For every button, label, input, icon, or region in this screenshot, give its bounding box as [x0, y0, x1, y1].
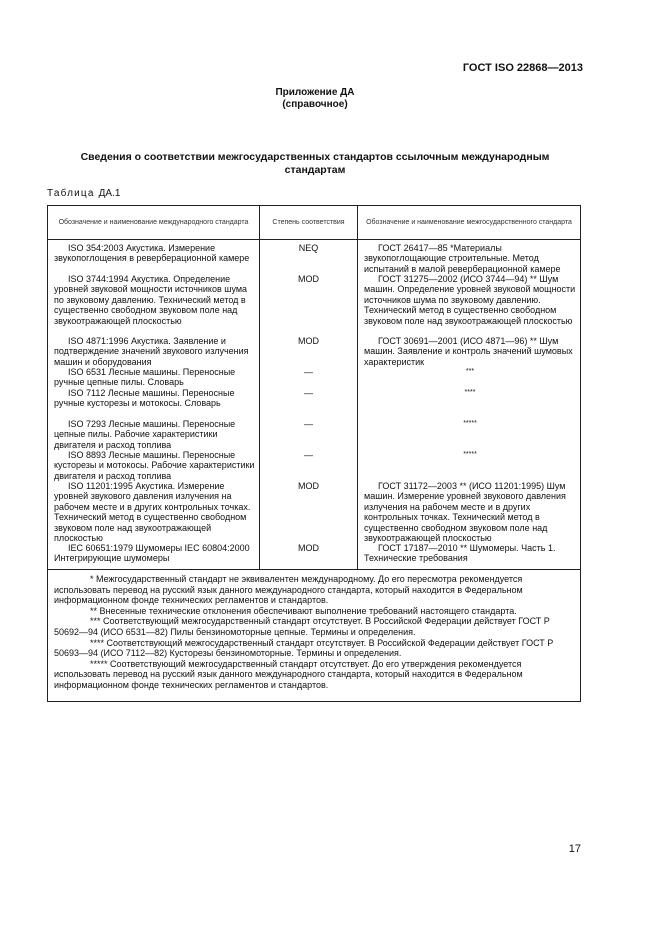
section-heading: Сведения о соответствии межгосударственных стандартов ссылочным международным стандартам: [80, 151, 550, 176]
table-cell-intl: ISO 8893 Лесные машины. Переносные кусторезы и мотокосы. Рабочие характеристики двигателя и расход топлива: [54, 450, 255, 481]
table-cell-intl: ISO 7112 Лесные машины. Переносные ручные кусторезы и мотокосы. Словарь: [54, 388, 235, 409]
standard-code: ГОСТ ISO 22868—2013: [462, 62, 583, 74]
table-footnote-row: [48, 570, 581, 702]
table-cell-degree: —: [304, 367, 313, 377]
table-cell-intl: ISO 354:2003 Акустика. Измерение звукопоглощения в реверберационной камере: [54, 243, 250, 264]
table-cell-intl: ISO 6531 Лесные машины. Переносные ручные цепные пилы. Словарь: [54, 367, 236, 388]
table-number: ДА.1: [98, 188, 121, 199]
annex-block: [0, 87, 630, 111]
annex-subtitle: (справочное): [282, 99, 348, 110]
table-cell-degree: MOD: [298, 543, 319, 553]
table-cell-interstate: ****: [464, 389, 476, 396]
table-cell-interstate: ГОСТ 31275—2002 (ИСО 3744—94) ** Шум машин. Определение уровней звуковой мощности источников шума по звуковому давлению. Технический метод в существенно свободном звуковом поле над звукоотражающей плоскостью: [364, 274, 576, 326]
footnote: *** Соответствующий межгосударственный стандарт отсутствует. В Российской Федерации действует ГОСТ Р 50692—94 (ИСО 6531—82) Пилы бензиномоторные цепные. Термины и определения.: [54, 616, 550, 637]
table-cell-intl: ISO 4871:1996 Акустика. Заявление и подтверждение значений звукового излучения машин и оборудования: [54, 336, 249, 367]
footnote: ** Внесенные технические отклонения обеспечивают выполнение требований настоящего стандарта.: [90, 605, 517, 616]
table-cell-intl: ISO 3744:1994 Акустика. Определение уровней звуковой мощности источников шума по звуковому давлению. Технический метод в существенно свободном звуковом поле над звукоотражающей плоскостью: [54, 274, 248, 326]
table-cell-degree: NEQ: [298, 243, 319, 253]
table-cell-degree: —: [304, 419, 313, 429]
table-cell-degree: —: [304, 388, 313, 398]
table-cell-degree: MOD: [298, 481, 319, 491]
interstate-standards-column: [358, 240, 581, 570]
page-number: 17: [568, 843, 581, 855]
table-cell-degree: MOD: [298, 274, 319, 284]
table-cell-interstate: *****: [463, 420, 477, 427]
column-header-international: Обозначение и наименование международного стандарта: [48, 206, 260, 240]
table-header-row: [48, 206, 581, 240]
table-cell-intl: ISO 7293 Лесные машины. Переносные цепные пилы. Рабочие характеристики двигателя и расход топлива: [54, 419, 236, 450]
table-cell-interstate: ГОСТ 31172—2003 ** (ИСО 11201:1995) Шум машин. Измерение уровней звукового давления излучения на рабочем месте и в других контрольных точках. Технический метод в существенно свободном звуковом поле над звукоотражающей плоскостью: [364, 481, 566, 544]
international-standards-column: [48, 240, 260, 570]
footnote: * Межгосударственный стандарт не эквивалентен международному. До его пересмотра рекомендуется использовать перевод на русский язык данного международного стандарта, который находится в Федеральном информационном фонде технических регламентов и стандартов.: [54, 574, 523, 606]
column-header-interstate: Обозначение и наименование межгосударственного стандарта: [358, 206, 581, 240]
table-cell-interstate: *****: [463, 451, 477, 458]
table-footnotes: [48, 570, 581, 702]
annex-title: Приложение ДА: [275, 87, 355, 98]
table-cell-interstate: ГОСТ 30691—2001 (ИСО 4871—96) ** Шум машин. Заявление и контроль значений шумовых характеристик: [364, 336, 573, 367]
table-cell-intl: ISO 11201:1995 Акустика. Измерение уровней звукового давления излучения на рабочем месте и в других контрольных точках. Технический метод в существенно свободном звуковом поле над звукоотражающей плоскостью: [54, 481, 251, 544]
table-label: Таблица: [47, 188, 95, 199]
degree-column: [260, 240, 358, 570]
footnote: ***** Соответствующий межгосударственный стандарт отсутствует. До его утверждения рекомендуется использовать перевод на русский язык данного международного стандарта, который находится в Федеральном информационном фонде технических регламентов и стандартов.: [54, 658, 523, 690]
footnote: **** Соответствующий межгосударственный стандарт отсутствует. В Российской Федерации действует ГОСТ Р 50693—94 (ИСО 7112—82) Кусторезы бензиномоторные. Термины и определения.: [54, 637, 554, 659]
correspondence-table: [47, 205, 581, 702]
column-header-degree: Степень соответствия: [260, 206, 358, 240]
table-caption: [47, 188, 120, 199]
table-body-row: [48, 240, 581, 570]
table-cell-intl: IEC 60651:1979 Шумомеры IEC 60804:2000 Интегрирующие шумомеры: [54, 543, 250, 564]
table-cell-interstate: ГОСТ 17187—2010 ** Шумомеры. Часть 1. Технические требования: [364, 543, 556, 564]
table-cell-interstate: ***: [465, 368, 475, 375]
table-cell-degree: MOD: [298, 336, 319, 346]
table-cell-degree: —: [304, 450, 313, 460]
table-cell-interstate: ГОСТ 26417—85 *Материалы звукопоглощающие строительные. Метод испытаний в малой реверберационной камере: [364, 243, 561, 274]
